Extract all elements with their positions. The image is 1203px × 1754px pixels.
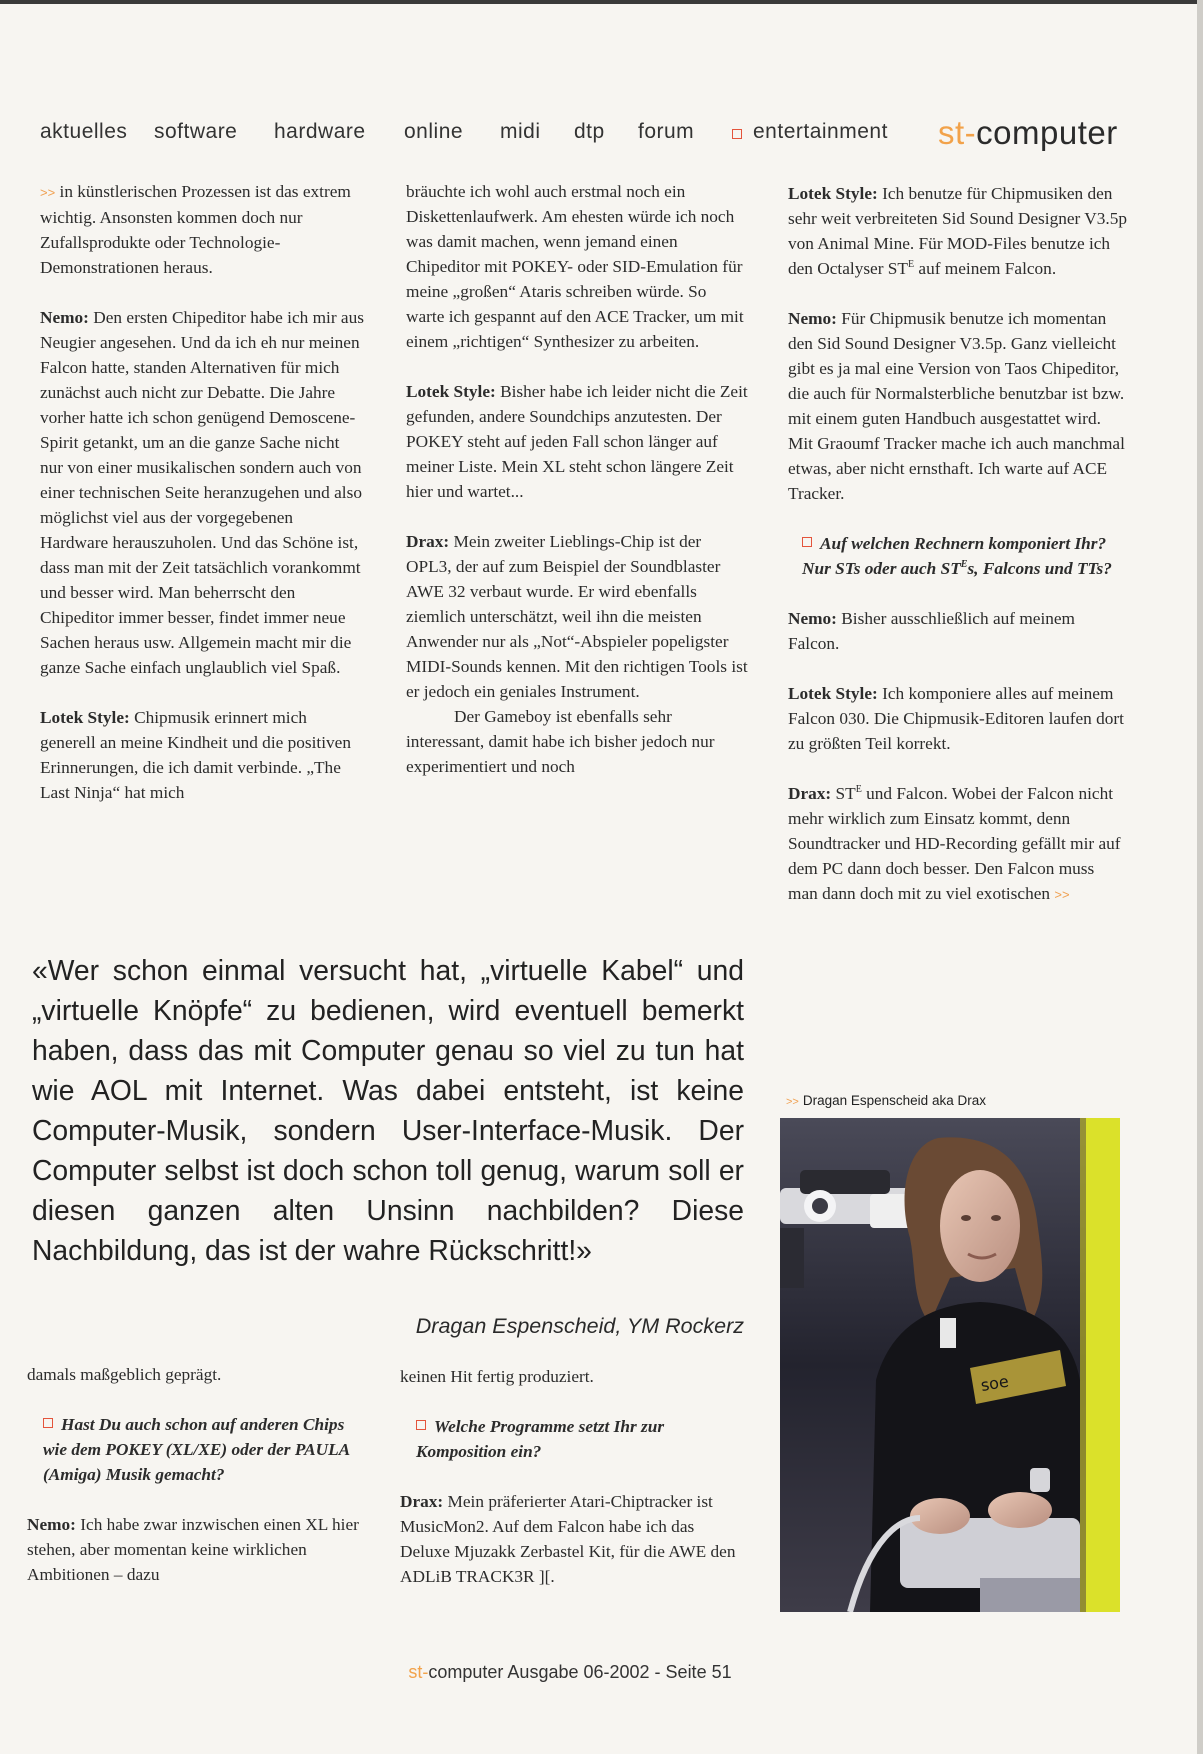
interview-question: Hast Du auch schon auf anderen Chips wie dem POKEY (XL/XE) oder der PAULA (Amiga) Musik gemacht? (43, 1415, 350, 1484)
speaker-label: Nemo: (788, 309, 837, 328)
nav-item-hardware[interactable]: hardware (274, 120, 366, 143)
interview-question: Welche Programme setzt Ihr zur Komposition ein? (416, 1417, 665, 1461)
nav-item-aktuelles[interactable]: aktuelles (40, 120, 128, 143)
nav-item-software[interactable]: software (154, 120, 238, 143)
speaker-label: Lotek Style: (406, 382, 496, 401)
paragraph: Nemo: Ich habe zwar inzwischen einen XL hier stehen, aber momentan keine wirklichen Ambitionen – dazu (27, 1515, 359, 1584)
paragraph: Nemo: Für Chipmusik benutze ich momentan den Sid Sound Designer V3.5p. Ganz vielleicht gibt es ja mal eine Version von Taos Chipeditor, die auch für Normalsterbliche benutzbar ist bzw. mit einem guten Handbuch ausgestattet wird. Mit Graoumf Tracker mache ich auch manchmal etwas, aber nicht ernsthaft. Ich warte auf ACE Tracker. (788, 309, 1125, 503)
nav-item-forum[interactable]: forum (638, 120, 695, 143)
paragraph: >> in künstlerischen Prozessen ist das extrem wichtig. Ansonsten kommen doch nur Zufallsprodukte oder Technologie-Demonstrationen heraus. (40, 182, 351, 277)
nav-item-dtp[interactable]: dtp (574, 120, 605, 143)
speaker-label: Drax: (406, 532, 450, 551)
section-nav (40, 114, 1140, 158)
speaker-label: Nemo: (40, 308, 89, 327)
nav-item-midi[interactable]: midi (500, 120, 541, 143)
column-2-top (406, 179, 748, 779)
paragraph: Lotek Style: Chipmusik erinnert mich generell an meine Kindheit und die positiven Erinnerungen, die ich damit verbinde. „The Last Ninja“ hat mich (40, 708, 351, 802)
nav-active-square-icon (732, 129, 742, 139)
photo-caption: >> Dragan Espenscheid aka Drax (786, 1093, 986, 1108)
pull-quote: «Wer schon einmal versucht hat, „virtuelle Kabel“ und „virtuelle Knöpfe“ zu bedienen, wird eventuell bemerkt haben, dass das mit Computer genau so viel zu tun hat wie AOL mit Internet. Was dabei entsteht, ist keine Computer-Musik, sondern User-Interface-Musik. Der Computer selbst ist doch schon toll genug, warum soll er diesen ganzen alten Unsinn nachbilden? Diese Nachbildung, das ist der wahre Rückschritt!» (32, 954, 744, 1266)
paragraph: Nemo: Bisher ausschließlich auf meinem Falcon. (788, 609, 1075, 653)
paragraph: damals maßgeblich geprägt. (27, 1365, 222, 1384)
portrait-photo (780, 1118, 1120, 1612)
paragraph: Drax: $ST^E$ und Falcon. Wobei der Falcon nicht mehr wirklich zum Einsatz kommt, denn Soundtracker und HD-Recording gefällt mir auf dem PC dann doch besser. Den Falcon muss man dann doch mit zu viel exotischen >> (788, 784, 1121, 903)
paragraph: Lotek Style: Ich benutze für Chipmusiken den sehr weit verbreiteten Sid Sound Designer V3.5p von Animal Mine. Für MOD-Files benutze ich den Octalyser $ST^E$ auf meinem Falcon. (788, 184, 1128, 278)
column-1-bottom (27, 1362, 362, 1587)
speaker-label: Drax: (400, 1492, 444, 1511)
pull-quote-author: Dragan Espenscheid, YM Rockerz (415, 1314, 744, 1338)
question-square-icon (43, 1418, 53, 1428)
speaker-label: Lotek Style: (788, 684, 878, 703)
speaker-label: Lotek Style: (788, 184, 878, 203)
nav-item-entertainment[interactable]: entertainment (753, 120, 888, 143)
interview-question: Auf welchen Rechnern komponiert Ihr? Nur STs oder auch $ST^Es$, Falcons und TTs? (802, 534, 1112, 578)
paragraph: Lotek Style: Ich komponiere alles auf meinem Falcon 030. Die Chipmusik-Editoren laufen dort zu größten Teil korrekt. (788, 684, 1124, 753)
column-1-top (40, 179, 365, 805)
brand-logo: st-computer (938, 114, 1118, 151)
nav-item-online[interactable]: online (404, 120, 464, 143)
continue-arrow-icon: >> (40, 185, 56, 200)
speaker-label: Nemo: (788, 609, 837, 628)
page-edge (1197, 0, 1203, 1754)
question-square-icon (416, 1420, 426, 1430)
top-rule (0, 0, 1203, 4)
caption-arrow-icon: >> (786, 1096, 799, 1108)
page-footer: st-computer Ausgabe 06-2002 - Seite 51 (408, 1662, 732, 1682)
paragraph: Drax: Mein zweiter Lieblings-Chip ist der OPL3, der auf zum Beispiel der Soundblaster AWE 32 verbaut wurde. Er wird ebenfalls ziemlich unterschätzt, weil ihn die meisten Anwender nur als „Not“-Abspieler popeligster MIDI-Sounds kennen. Mit den richtigen Tools ist er jedoch ein geniales Instrument. (406, 532, 748, 701)
speaker-label: Drax: (788, 784, 832, 803)
speaker-label: Nemo: (27, 1515, 76, 1534)
paragraph: Der Gameboy ist ebenfalls sehr interessant, damit habe ich bisher jedoch nur experimentiert und noch (406, 707, 715, 776)
svg-text:soe: soe (979, 1371, 1011, 1396)
paragraph: bräuchte ich wohl auch erstmal noch ein Diskettenlaufwerk. Am ehesten würde ich noch was damit machen, wenn jemand einen Chipeditor mit POKEY- oder SID-Emulation für meine „großen“ Ataris schreiben würde. So warte ich gespannt auf den ACE Tracker, um mit einem „richtigen“ Synthesizer zu arbeiten. (406, 182, 744, 351)
paragraph: Nemo: Den ersten Chipeditor habe ich mir aus Neugier angesehen. Und da ich eh nur meinen Falcon hatte, standen Alternativen für mich zunächst auch nicht zur Debatte. Die Jahre vorher hatte ich schon genügend Demoscene-Spirit getankt, um an die ganze Sache nicht nur von einer musikalischen sondern auch von einer technischen Seite heranzugehen und also möglichst viel aus der vorgegebenen Hardware herauszuholen. Und das Schöne ist, dass man mit der Zeit tatsächlich vorankommt und besser wird. Man beherrscht den Chipeditor immer besser, findet immer neue Sachen heraus usw. Allgemein macht mir die ganze Sache einfach unglaublich viel Spaß. (40, 308, 364, 677)
speaker-label: Lotek Style: (40, 708, 130, 727)
column-3 (788, 181, 1128, 907)
column-2-bottom (400, 1364, 745, 1589)
paragraph: Drax: Mein präferierter Atari-Chiptracker ist MusicMon2. Auf dem Falcon habe ich das Deluxe Mjuzakk Zerbastel Kit, für die AWE den ADLiB TRACK3R ][. (400, 1492, 736, 1586)
paragraph: Lotek Style: Bisher habe ich leider nicht die Zeit gefunden, andere Soundchips anzutesten. Der POKEY steht auf jeden Fall schon länger auf meiner Liste. Mein XL steht schon längere Zeit hier und wartet... (406, 382, 748, 501)
question-square-icon (802, 537, 812, 547)
paragraph: keinen Hit fertig produziert. (400, 1367, 594, 1386)
continue-arrow-icon: >> (1054, 887, 1070, 902)
